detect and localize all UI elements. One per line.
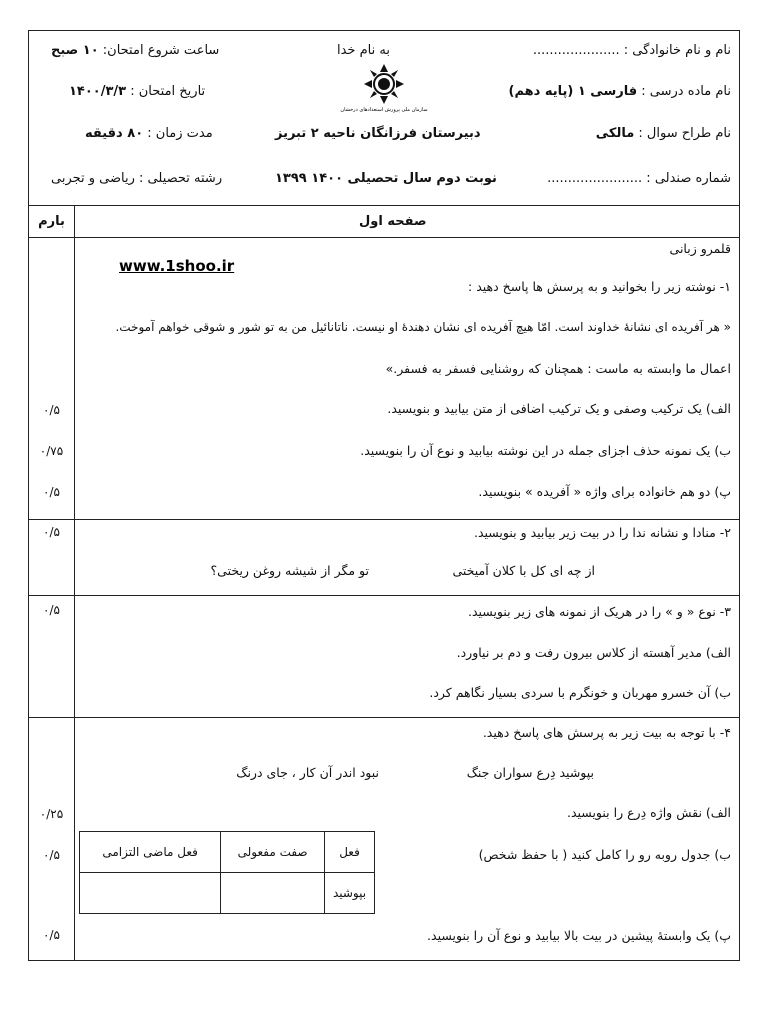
verb-table-header: فعل ماضی التزامی (80, 832, 221, 873)
score-1b: ۰/۷۵ (39, 444, 64, 458)
subject-row (509, 84, 732, 99)
header-divider (29, 205, 739, 206)
question-2: ۲- منادا و نشانه ندا را در بیت زیر بیابید و بنویسید. (473, 525, 731, 540)
question-1a: الف) یک ترکیب وصفی و یک ترکیب اضافی از متن بیابید و بنویسید. (387, 401, 731, 416)
score-4c: ۰/۵ (43, 928, 60, 942)
verse-2-left: تو مگر از شیشه روغن ریختی؟ (210, 563, 369, 578)
designer-label: نام طراح سوال : (638, 126, 731, 141)
subject-label: نام ماده درسی : (641, 84, 731, 99)
domain-title: قلمرو زبانی (669, 241, 731, 256)
score-1a: ۰/۵ (43, 403, 60, 417)
column-header-divider (29, 237, 739, 238)
question-1c: پ) دو هم خانواده برای واژه « آفریده » بنویسید. (478, 484, 731, 499)
question-divider-3 (29, 717, 739, 718)
verb-table-cell[interactable] (221, 873, 325, 914)
exam-date-value: ۱۴۰۰/۳/۳ (69, 84, 127, 99)
question-1: ۱- نوشته زیر را بخوانید و به پرسش ها پاسخ دهید : (468, 279, 731, 294)
start-time-value: ۱۰ صبح (51, 43, 99, 58)
term-title: نوبت دوم سال تحصیلی ۱۴۰۰ ۱۳۹۹ (275, 171, 497, 186)
logo-caption: سازمان ملی پرورش استعدادهای درخشان (340, 107, 428, 113)
score-1c: ۰/۵ (43, 485, 60, 499)
question-1b: ب) یک نمونه حذف اجزای جمله در این نوشته بیابید و نوع آن را بنویسید. (360, 443, 731, 458)
verse-4-right: بپوشید دِرع سواران جنگ (466, 765, 594, 780)
verb-table-header-row (80, 832, 375, 873)
start-time-label: ساعت شروع امتحان: (102, 43, 220, 58)
question-divider-1 (29, 519, 739, 520)
question-divider-2 (29, 595, 739, 596)
start-time-row (51, 43, 219, 58)
verse-4-left: نبود اندر آن کار ، جای درنگ (236, 765, 379, 780)
score-4a: ۰/۲۵ (39, 807, 64, 821)
question-3b: ب) آن خسرو مهربان و خونگرم با سردی بسیار نگاهم کرد. (429, 685, 731, 700)
question-3: ۳- نوع « و » را در هریک از نمونه های زیر بنویسید. (468, 604, 731, 619)
passage-line-1: « هر آفریده ای نشانهٔ خداوند است. امّا هیچ آفریده ای نشان دهندهٔ او نیست. ناتانائیل من به تو شور و شوقی خواهم آموخت. (115, 320, 731, 334)
question-4b: ب) جدول روبه رو را کامل کنید ( با حفظ شخص) (478, 847, 731, 862)
score-column-divider (74, 205, 75, 960)
subject-value: فارسی ۱ (پایه دهم) (508, 84, 638, 99)
score-2: ۰/۵ (43, 525, 60, 539)
exam-sheet (28, 30, 740, 961)
exam-date-label: تاریخ امتحان : (130, 84, 206, 99)
student-name-field: نام و نام خانوادگی : ..................... (532, 43, 731, 58)
designer-row (596, 126, 731, 141)
in-name-of-god: به نام خدا (337, 43, 390, 58)
website-url: www.1shoo.ir (119, 257, 235, 275)
passage-line-2: اعمال ما وابسته به ماست : همچنان که روشنایی فسفر به فسفر.» (385, 361, 731, 376)
question-4a: الف) نقش واژه دِرع را بنویسید. (566, 805, 731, 820)
duration-label: مدت زمان : (147, 126, 213, 141)
page-title: صفحه اول (359, 214, 427, 229)
score-column-header: بارم (38, 214, 65, 229)
verb-table-cell: بپوشید (325, 873, 375, 914)
seat-number-field: شماره صندلی : ....................... (547, 171, 731, 186)
verb-table-header: فعل (325, 832, 375, 873)
question-4c: پ) یک وابستهٔ پیشین در بیت بالا بیابید و نوع آن را بنویسید. (427, 928, 731, 943)
duration-row (85, 126, 213, 141)
verb-table-cell[interactable] (80, 873, 221, 914)
question-3a: الف) مدیر آهسته از کلاس بیرون رفت و دم بر نیاورد. (456, 645, 731, 660)
score-4b: ۰/۵ (43, 848, 60, 862)
verb-table (79, 831, 375, 914)
question-4: ۴- با توجه به بیت زیر به پرسش های پاسخ دهید. (482, 725, 731, 740)
score-3: ۰/۵ (43, 603, 60, 617)
organization-logo (340, 63, 428, 113)
verb-table-row (80, 873, 375, 914)
exam-date-row (69, 84, 205, 99)
verse-2-right: از چه ای کل با کلان آمیختی (452, 563, 595, 578)
designer-value: مالکی (595, 126, 635, 141)
verb-table-header: صفت مفعولی (221, 832, 325, 873)
field-of-study: رشته تحصیلی : ریاضی و تجربی (51, 171, 223, 186)
duration-value: ۸۰ دقیقه (85, 126, 144, 141)
school-name: دبیرستان فرزانگان ناحیه ۲ تبریز (275, 126, 481, 141)
